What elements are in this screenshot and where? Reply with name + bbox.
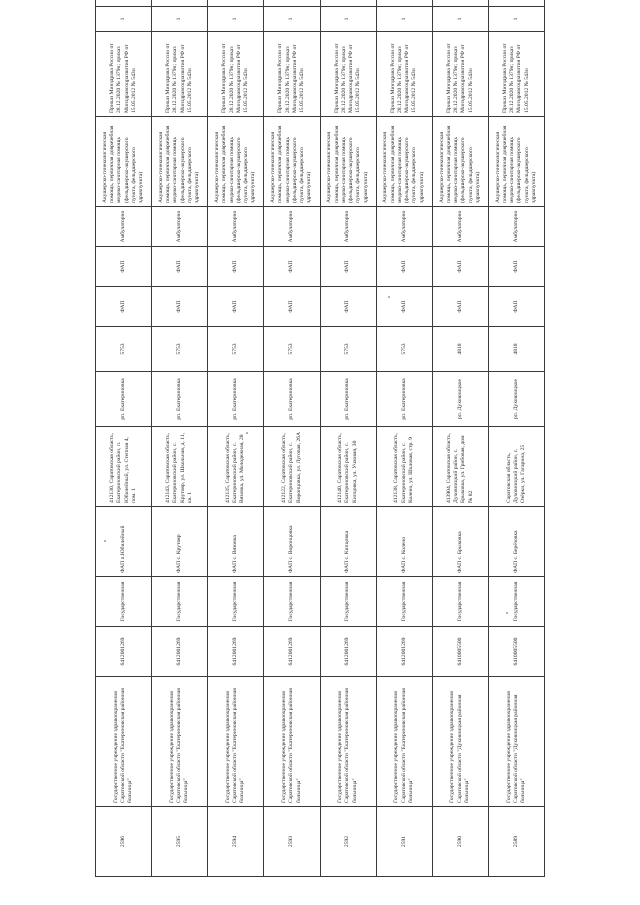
table-cell: 1 [264, 7, 320, 32]
table-cell: 5753 [96, 327, 152, 372]
table-cell: ФАП с. Брыковка [432, 507, 488, 577]
table-cell [320, 0, 376, 7]
table-cell [208, 0, 264, 7]
table-row [152, 0, 208, 877]
table-cell [152, 0, 208, 7]
table-cell: 5753 [152, 327, 208, 372]
scan-speck [104, 540, 106, 542]
table-cell: 2595 [152, 807, 208, 877]
table-cell: ФАП [152, 287, 208, 327]
table-cell: Государственная [208, 577, 264, 627]
table-cell: Акушерско-гинекологическая помощь, первичная доврачебная медико-санитарная помощь (фельдшерско-акушерского пункта, фельдшерского здравпункта) [376, 117, 432, 207]
table-cell: ФАП [96, 287, 152, 327]
table-cell: ФАП [208, 247, 264, 287]
table-cell: 2589 [488, 807, 544, 877]
table-cell: Государственная [488, 577, 544, 627]
table-cell: Акушерско-гинекологическая помощь, первичная доврачебная медико-санитарная помощь (фельдшерско-акушерского пункта, фельдшерского здравпункта) [264, 117, 320, 207]
table-cell: ФАП с. Крутояр [152, 507, 208, 577]
table-cell: Саратовская область, Духовницкий район, с. Озёрки, ул. Гагарина, 25 [488, 427, 544, 507]
table-cell: 6410005500 [488, 627, 544, 677]
table-cell: ФАП [488, 287, 544, 327]
table-cell: рп. Екатериновка [320, 372, 376, 427]
table-cell: 1 [488, 7, 544, 32]
table-cell: Амбулаторно [376, 207, 432, 247]
table-cell: Государственное учреждение здравоохранения Саратовской области "Духовницкая районная больница" [432, 677, 488, 807]
table-cell: Приказ Минздрава России от 28.12.2020 № 1379н; приказ Минздравсоцразвития РФ от 15.05.2012 № 543н [264, 32, 320, 117]
table-cell: Государственное учреждение здравоохранения Саратовской области "Екатериновская районная больница" [208, 677, 264, 807]
table-cell: 413904, Саратовская область, Духовницкий район, с. Брыковка, ул. Грибовая, дом № 82 [432, 427, 488, 507]
table-cell: Приказ Минздрава России от 28.12.2020 № 1379н; приказ Минздравсоцразвития РФ от 15.05.2012 № 543н [208, 32, 264, 117]
rotated-table-wrapper [95, 17, 545, 877]
table-cell: 2596 [96, 807, 152, 877]
facility-registry-table [95, 0, 545, 877]
table-cell: Амбулаторно [320, 207, 376, 247]
table-cell: Приказ Минздрава России от 28.12.2020 № 1379н; приказ Минздравсоцразвития РФ от 15.05.2012 № 543н [96, 32, 152, 117]
table-row [320, 0, 376, 877]
table-cell: 412143, Саратовская область, Екатериновский район, с. Крутояр, ул. Школьная, д. 11, кв. 1 [152, 427, 208, 507]
table-row [264, 0, 320, 877]
table-cell: ФАП [208, 287, 264, 327]
table-cell [432, 0, 488, 7]
table-cell: Приказ Минздрава России от 28.12.2020 № 1379н; приказ Минздравсоцразвития РФ от 15.05.2012 № 543н [152, 32, 208, 117]
table-cell: 4818 [432, 327, 488, 372]
table-cell: 1 [320, 7, 376, 32]
table-cell: Амбулаторно [488, 207, 544, 247]
table-cell: 6412001269 [264, 627, 320, 677]
table-cell: 412140, Саратовская область, Екатериновский район, с. Кипцовка, ул. Учховая, 30 [320, 427, 376, 507]
table-cell: 1 [432, 7, 488, 32]
table-cell: 2592 [320, 807, 376, 877]
table-cell: Амбулаторно [264, 207, 320, 247]
table-cell: ФАП с. Воронцовка [264, 507, 320, 577]
table-cell: 1 [208, 7, 264, 32]
table-cell: Акушерско-гинекологическая помощь, первичная доврачебная медико-санитарная помощь (фельдшерско-акушерского пункта, фельдшерского здравпункта) [208, 117, 264, 207]
table-cell: 412122, Саратовская область, Екатериновский район, с. Воронцовка, ул. Луговая, 26А [264, 427, 320, 507]
table-cell: ФАП с. Берёзовка [488, 507, 544, 577]
table-cell: Государственная [376, 577, 432, 627]
table-cell: ФАП [320, 247, 376, 287]
table-cell: 2594 [208, 807, 264, 877]
table-cell: 1 [376, 7, 432, 32]
table-cell: ФАП [152, 247, 208, 287]
table-cell: 6412001269 [96, 627, 152, 677]
table-row [208, 0, 264, 877]
table-cell: 2593 [264, 807, 320, 877]
table-cell: Государственная [96, 577, 152, 627]
table-cell [96, 0, 152, 7]
table-cell: ФАП [320, 287, 376, 327]
table-cell: Государственное учреждение здравоохранения Саратовской области "Екатериновская районная больница" [320, 677, 376, 807]
table-cell: ФАП [432, 287, 488, 327]
table-cell: ФАП [264, 287, 320, 327]
table-cell: Государственная [152, 577, 208, 627]
table-cell: 412130, Саратовская область, Екатериновский район, п. Юбилейный, ул. Степная 4, пом. 1 [96, 427, 152, 507]
table-cell: Акушерско-гинекологическая помощь, первичная доврачебная медико-санитарная помощь (фельдшерско-акушерского пункта, фельдшерского здравпункта) [320, 117, 376, 207]
table-cell: 4818 [488, 327, 544, 372]
table-cell: ФАП с. Вязовка [208, 507, 264, 577]
table-cell: Государственная [320, 577, 376, 627]
table-cell: 5753 [376, 327, 432, 372]
table-cell: Государственное учреждение здравоохранения Саратовской области "Екатериновская районная больница" [152, 677, 208, 807]
table-cell: Государственная [264, 577, 320, 627]
table-cell: ФАП с. Кипцовка [320, 507, 376, 577]
table-cell: ФАП [376, 247, 432, 287]
table-cell: 6412001269 [208, 627, 264, 677]
scan-speck [388, 296, 390, 298]
scan-speck [506, 612, 508, 614]
table-row [376, 0, 432, 877]
table-cell: Приказ Минздрава России от 28.12.2020 № 1379н; приказ Минздравсоцразвития РФ от 15.05.2012 № 543н [488, 32, 544, 117]
table-row [488, 0, 544, 877]
table-cell: ФАП п.Юбилейный [96, 507, 152, 577]
table-cell: рп. Духовницкое [488, 372, 544, 427]
table-cell: Акушерско-гинекологическая помощь, первичная доврачебная медико-санитарная помощь (фельдшерско-акушерского пункта, фельдшерского здравпункта) [152, 117, 208, 207]
table-cell: рп. Екатериновка [208, 372, 264, 427]
table-row [96, 0, 152, 877]
table-cell: Государственное учреждение здравоохранения Саратовской области "Екатериновская районная больница" [96, 677, 152, 807]
table-cell: 2590 [432, 807, 488, 877]
table-cell: 1 [152, 7, 208, 32]
table-cell: ФАП [432, 247, 488, 287]
table-cell: рп. Екатериновка [264, 372, 320, 427]
table-cell: 5753 [208, 327, 264, 372]
table-cell: Государственная [432, 577, 488, 627]
table-cell: Амбулаторно [96, 207, 152, 247]
table-cell: Акушерско-гинекологическая помощь, первичная доврачебная медико-санитарная помощь (фельдшерско-акушерского пункта, фельдшерского здравпункта) [432, 117, 488, 207]
table-row [432, 0, 488, 877]
table-cell [264, 0, 320, 7]
table-cell: ФАП [96, 247, 152, 287]
table-cell: 6412001269 [152, 627, 208, 677]
table-cell: ФАП с. Колено [376, 507, 432, 577]
table-cell: Амбулаторно [208, 207, 264, 247]
table-cell: 6410005500 [432, 627, 488, 677]
table-cell: ФАП [264, 247, 320, 287]
table-cell: Приказ Минздрава России от 28.12.2020 № 1379н; приказ Минздравсоцразвития РФ от 15.05.2012 № 543н [432, 32, 488, 117]
table-cell: 1 [96, 7, 152, 32]
table-cell [376, 0, 432, 7]
table-cell: рп. Екатериновка [96, 372, 152, 427]
table-cell: Амбулаторно [152, 207, 208, 247]
table-cell: Акушерско-гинекологическая помощь, первичная доврачебная медико-санитарная помощь (фельдшерско-акушерского пункта, фельдшерского здравпункта) [96, 117, 152, 207]
table-cell: 6412001269 [376, 627, 432, 677]
table-body [96, 0, 545, 877]
table-cell: рп. Духовницкое [432, 372, 488, 427]
table-cell: рп. Екатериновка [152, 372, 208, 427]
table-cell: 5753 [264, 327, 320, 372]
table-cell: Государственное учреждение здравоохранения Саратовской области "Духовницкая районная больница" [488, 677, 544, 807]
table-cell: 2591 [376, 807, 432, 877]
table-cell: рп. Екатериновка [376, 372, 432, 427]
table-cell: Амбулаторно [432, 207, 488, 247]
scan-speck [246, 432, 248, 434]
table-cell: Государственное учреждение здравоохранения Саратовской области "Екатериновская районная больница" [376, 677, 432, 807]
table-cell: 412138, Саратовская область, Екатериновский район, с. Колено, ул. Шкловая, стр. 9 [376, 427, 432, 507]
table-cell: ФАП [376, 287, 432, 327]
table-cell [488, 0, 544, 7]
table-cell: Приказ Минздрава России от 28.12.2020 № 1379н; приказ Минздравсоцразвития РФ от 15.05.2012 № 543н [320, 32, 376, 117]
table-cell: 6412001269 [320, 627, 376, 677]
table-cell: Акушерско-гинекологическая помощь, первичная доврачебная медико-санитарная помощь (фельдшерско-акушерского пункта, фельдшерского здравпункта) [488, 117, 544, 207]
table-cell: ФАП [488, 247, 544, 287]
table-cell: 412135, Саратовская область, Екатериновский район, с. Вязовка, ул. Молодежная, 28 [208, 427, 264, 507]
table-cell: Государственное учреждение здравоохранения Саратовской области "Екатериновская районная больница" [264, 677, 320, 807]
table-cell: Приказ Минздрава России от 28.12.2020 № 1379н; приказ Минздравсоцразвития РФ от 15.05.2012 № 543н [376, 32, 432, 117]
table-cell: 5753 [320, 327, 376, 372]
